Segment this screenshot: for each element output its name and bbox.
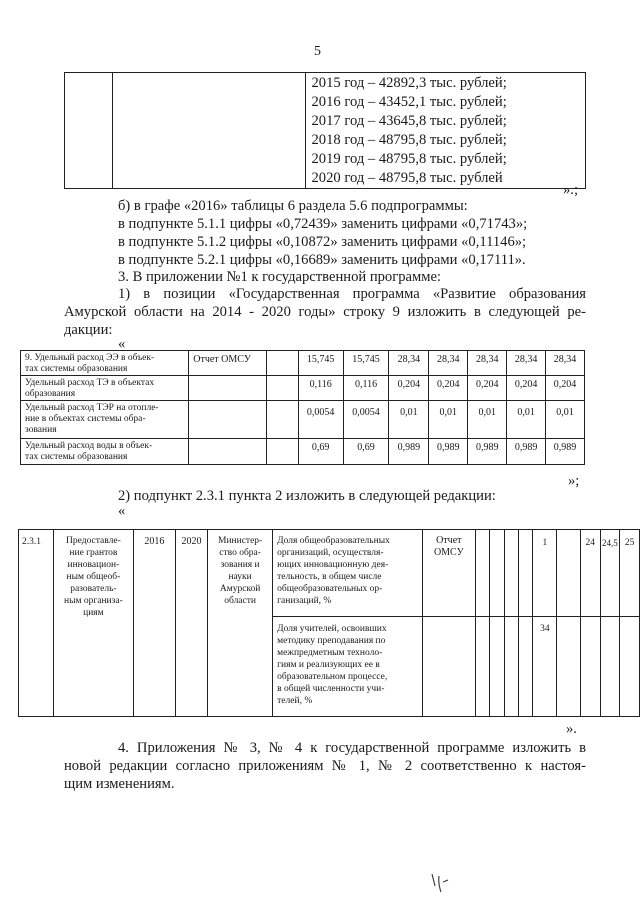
para-4-line2: новой редакции согласно приложениям № 1, № 2 соответственно к настоя-	[64, 758, 586, 774]
closing-quote-3: ».	[566, 721, 577, 737]
indicator-2-source	[422, 617, 475, 717]
ind-row-4-empty	[266, 439, 298, 465]
ind-row-3-source	[189, 401, 267, 439]
closing-quote-1: ».;	[563, 182, 579, 198]
ind-row-4-v1: 0,69	[298, 439, 343, 465]
open-quote-2: «	[118, 503, 126, 519]
para-b-line3: в подпункте 5.1.2 цифры «0,10872» заменить цифрами «0,11146»;	[118, 234, 527, 250]
ind-row-1-v7: 28,34	[546, 351, 585, 376]
year-table-values	[306, 73, 586, 189]
indicator-2-c3	[504, 617, 518, 717]
ind-row-1-source: Отчет ОМСУ	[189, 351, 267, 376]
indicator-2-c2	[490, 617, 504, 717]
ind-row-3-v3: 0,01	[389, 401, 429, 439]
indicator-2-c5	[557, 617, 581, 717]
ind-row-3-name: Удельный расход ТЭР на отопле- ние в объектах системы обра- зования	[21, 401, 189, 439]
ind-row-1-v6: 28,34	[507, 351, 546, 376]
indicator-1-v4: 25	[620, 530, 640, 617]
para-b-line2: в подпункте 5.1.1 цифры «0,72439» заменить цифрами «0,71743»;	[118, 216, 528, 232]
para-4-line1: 4. Приложения № 3, № 4 к государственной программе изложить в	[118, 740, 586, 756]
ind-row-2-v5: 0,204	[468, 376, 507, 401]
indicator-1-name: Доля общеобразовательных организаций, осуществля- ющих инновационную дея- тельность, в общем числе общеобразовательных ор- ганизаций, %	[273, 530, 423, 617]
ind-row-1-v2: 15,745	[343, 351, 389, 376]
ind-row-2-name: Удельный расход ТЭ в объектах образования	[21, 376, 189, 401]
para-2-line1: 2) подпункт 2.3.1 пункта 2 изложить в следующей редакции:	[118, 488, 496, 504]
para-b-line1: б) в графе «2016» таблицы 6 раздела 5.6 подпрограммы:	[118, 198, 468, 214]
ind-row-1-v1: 15,745	[298, 351, 343, 376]
ind-row-4-v6: 0,989	[507, 439, 546, 465]
ind-row-4-v4: 0,989	[429, 439, 468, 465]
ind-row-3-v5: 0,01	[468, 401, 507, 439]
ind-row-2-v4: 0,204	[429, 376, 468, 401]
indicator-1-source: Отчет ОМСУ	[422, 530, 475, 617]
ind-row-3-v1: 0,0054	[298, 401, 343, 439]
indicator-1-v2: 24	[580, 530, 600, 617]
indicator-2-c1	[475, 617, 489, 717]
ind-row-1-name: 9. Удельный расход ЭЭ в объек- тах системы образования	[21, 351, 189, 376]
year-line-2016: 2016 год – 43452,1 тыс. рублей;	[311, 94, 507, 110]
para-3-1-line3: дакции:	[64, 322, 113, 338]
year-line-2015: 2015 год – 42892,3 тыс. рублей;	[311, 75, 507, 91]
ind-row-2-v3: 0,204	[389, 376, 429, 401]
indicator-2-c8	[620, 617, 640, 717]
initials-signature	[426, 870, 456, 900]
ind-row-4-source	[189, 439, 267, 465]
para-4-line3: щим изменениям.	[64, 776, 175, 792]
ind-row-4-v3: 0,989	[389, 439, 429, 465]
indicator-1-c2	[490, 530, 504, 617]
ind-row-2-source	[189, 376, 267, 401]
year-line-2018: 2018 год – 48795,8 тыс. рублей;	[311, 132, 507, 148]
indicator-1-v1: 1	[533, 530, 557, 617]
ind-row-1-empty	[266, 351, 298, 376]
ind-row-3-v6: 0,01	[507, 401, 546, 439]
measure-start: 2016	[133, 530, 175, 717]
ind-row-1-v3: 28,34	[389, 351, 429, 376]
closing-quote-2: »;	[568, 473, 580, 489]
ind-row-4-v7: 0,989	[546, 439, 585, 465]
year-line-2020: 2020 год – 48795,8 тыс. рублей	[311, 170, 503, 186]
measure-end: 2020	[176, 530, 208, 717]
ind-row-1-v4: 28,34	[429, 351, 468, 376]
ind-row-4-name: Удельный расход воды в объек- тах системы образования	[21, 439, 189, 465]
ind-row-4-v2: 0,69	[343, 439, 389, 465]
indicator-1-c1	[475, 530, 489, 617]
para-3-1-line1: 1) в позиции «Государственная программа «Развитие образования	[118, 286, 586, 302]
para-3-line: 3. В приложении №1 к государственной программе:	[118, 269, 441, 285]
measure-executor: Министер- ство обра- зования и науки Амурской области	[208, 530, 273, 717]
ind-row-2-empty	[266, 376, 298, 401]
indicator-1-c5	[557, 530, 581, 617]
ind-row-2-v1: 0,116	[298, 376, 343, 401]
indicator-2-c4	[519, 617, 533, 717]
ind-row-3-v4: 0,01	[429, 401, 468, 439]
ind-row-2-v7: 0,204	[546, 376, 585, 401]
measure-table	[18, 529, 640, 717]
para-b-line4: в подпункте 5.2.1 цифры «0,16689» заменить цифрами «0,17111».	[118, 252, 526, 268]
measure-code: 2.3.1	[19, 530, 54, 717]
ind-row-4-v5: 0,989	[468, 439, 507, 465]
year-table-col2	[112, 73, 306, 189]
indicator-2-v1: 34	[533, 617, 557, 717]
indicator-1-c4	[519, 530, 533, 617]
para-3-1-line2: Амурской области на 2014 - 2020 годы» строку 9 изложить в следующей ре-	[64, 304, 586, 320]
ind-row-3-empty	[266, 401, 298, 439]
year-line-2017: 2017 год – 43645,8 тыс. рублей;	[311, 113, 507, 129]
ind-row-3-v2: 0,0054	[343, 401, 389, 439]
measure-name: Предоставле- ние грантов инновацион- ным общеоб- разователь- ным организа- циям	[54, 530, 134, 717]
ind-row-3-v7: 0,01	[546, 401, 585, 439]
indicator-2-c6	[580, 617, 600, 717]
ind-row-2-v6: 0,204	[507, 376, 546, 401]
indicator-1-v3: 24,5	[600, 530, 620, 617]
year-table-col1	[65, 73, 113, 189]
year-line-2019: 2019 год – 48795,8 тыс. рублей;	[311, 151, 507, 167]
ind-row-2-v2: 0,116	[343, 376, 389, 401]
page-number: 5	[314, 44, 321, 59]
indicator-2-c7	[600, 617, 620, 717]
year-funding-table	[64, 72, 586, 189]
indicators-table	[20, 350, 585, 465]
indicator-1-c3	[504, 530, 518, 617]
indicator-2-name: Доля учителей, освоивших методику преподавания по межпредметным техноло- гиям и реализующих ее в образовательном процессе, в общей численности учи- телей, %	[273, 617, 423, 717]
ind-row-1-v5: 28,34	[468, 351, 507, 376]
open-quote-1: «	[118, 336, 126, 352]
